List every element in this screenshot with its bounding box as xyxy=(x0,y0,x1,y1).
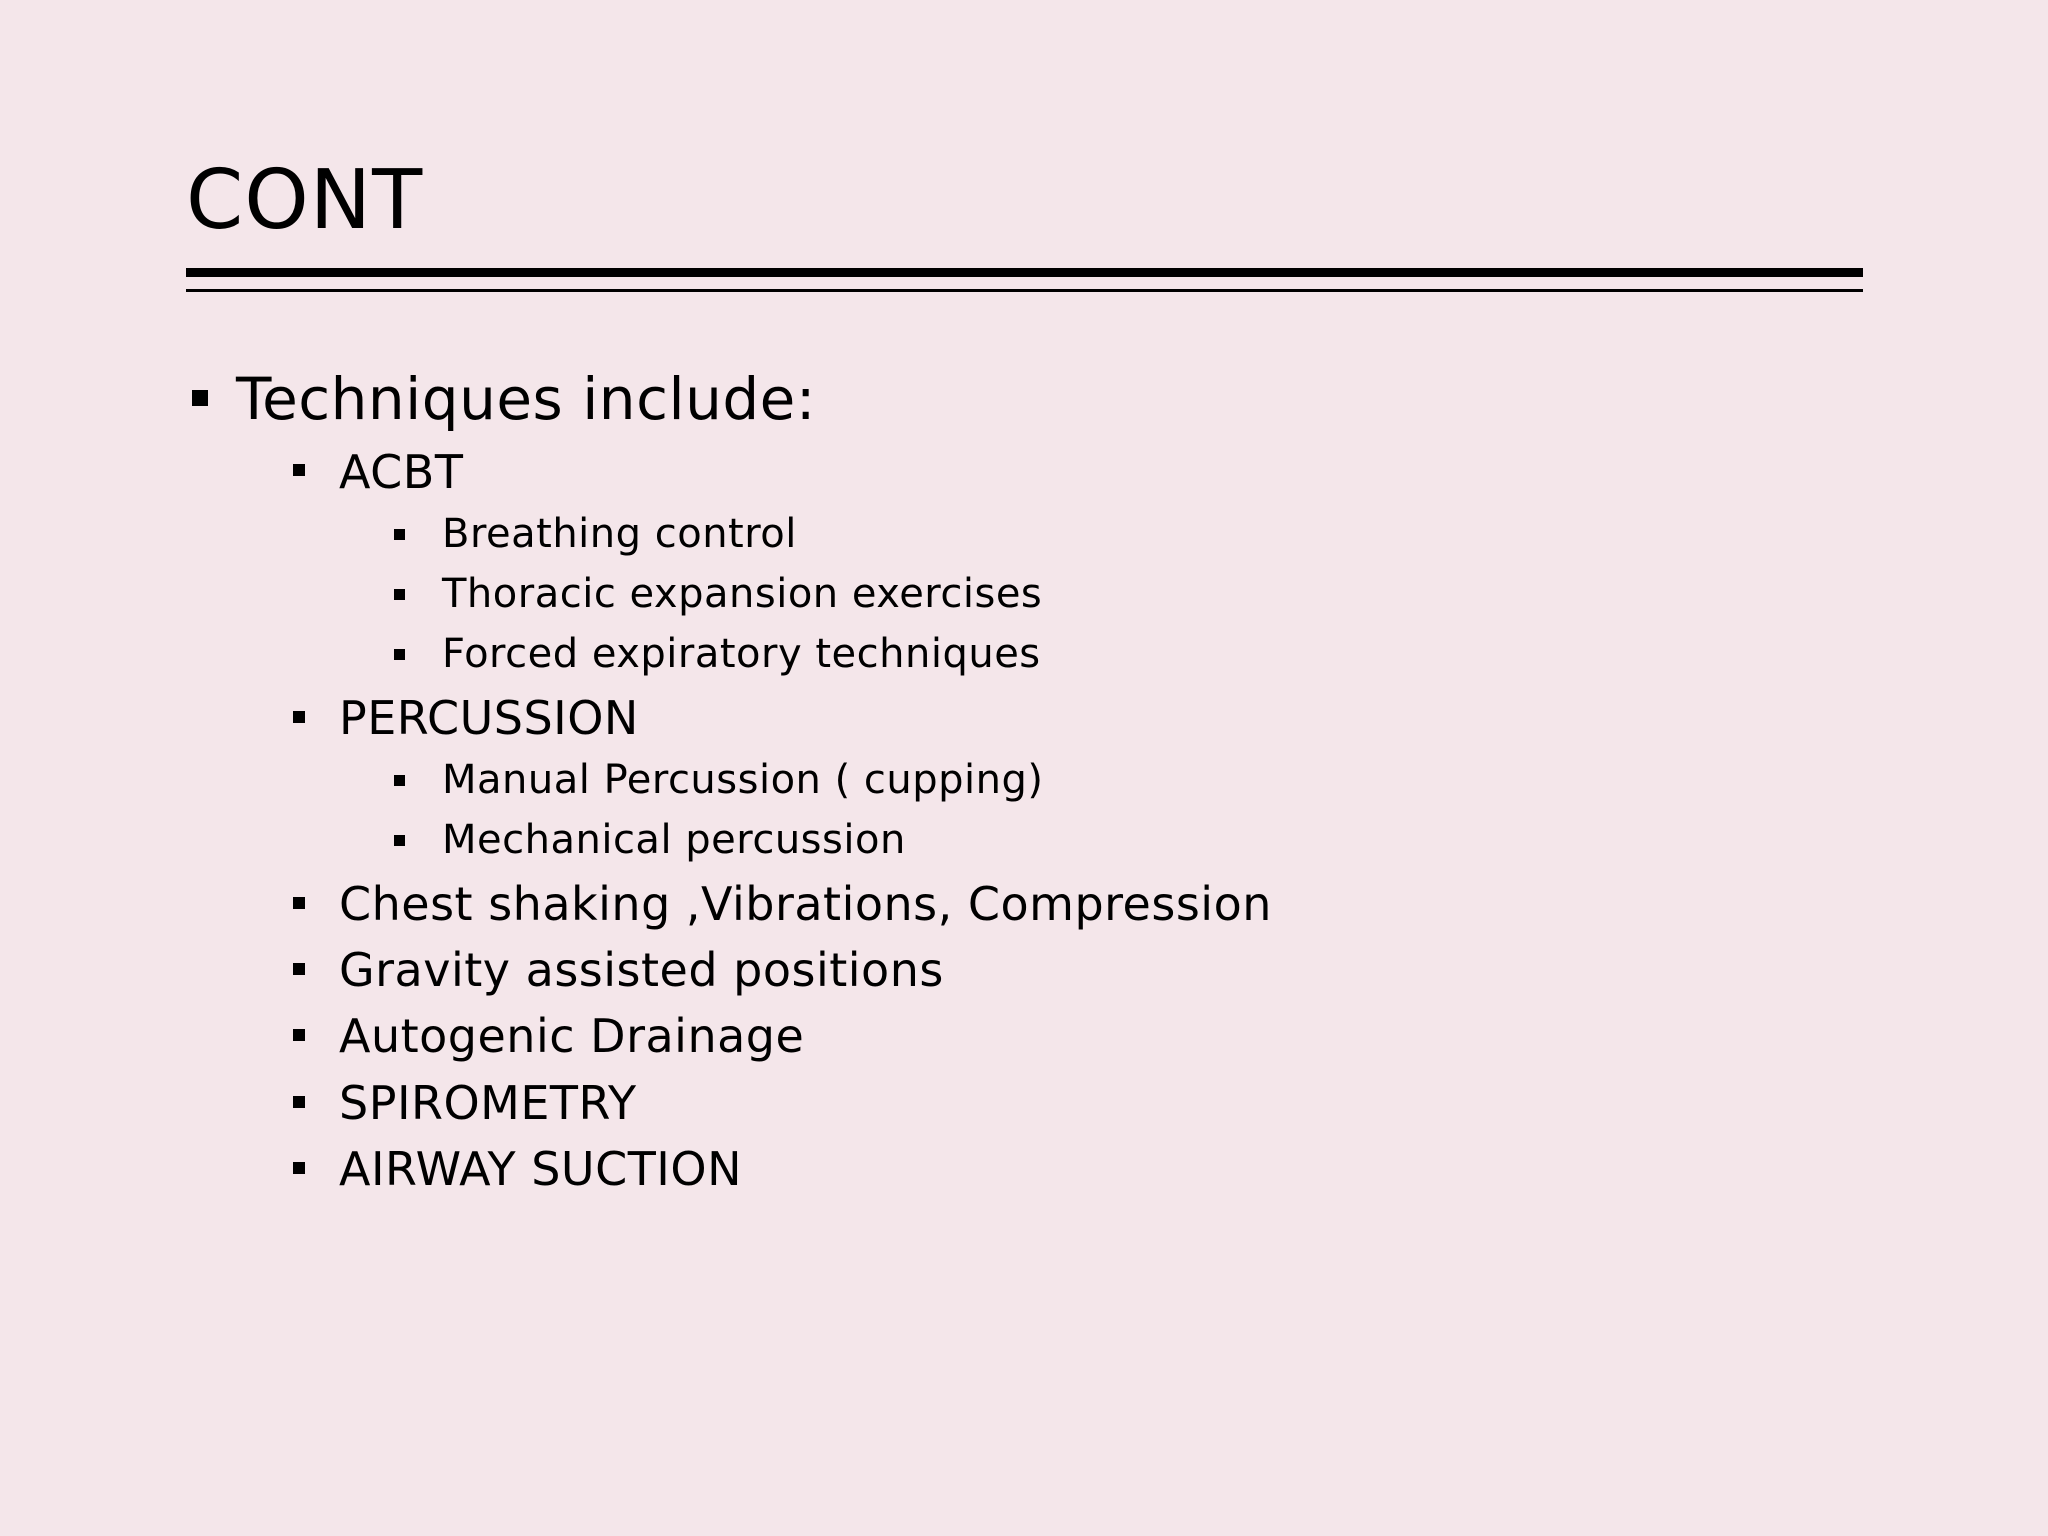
square-bullet-icon xyxy=(394,835,405,846)
square-bullet-icon xyxy=(293,464,305,476)
list-item-label: ACBT xyxy=(339,445,464,499)
title-rule-thick xyxy=(186,268,1863,277)
list-item-label: Techniques include: xyxy=(236,365,816,433)
square-bullet-icon xyxy=(293,963,305,975)
list-item-label: PERCUSSION xyxy=(339,691,639,745)
square-bullet-icon xyxy=(293,1162,305,1174)
list-item-label: AIRWAY SUCTION xyxy=(339,1142,742,1196)
square-bullet-icon xyxy=(394,529,405,540)
square-bullet-icon xyxy=(293,897,305,909)
title-rule-thin xyxy=(186,289,1863,292)
list-item-label: SPIROMETRY xyxy=(339,1076,637,1130)
list-item-label: Thoracic expansion exercises xyxy=(442,571,1043,617)
list-item-label: Chest shaking ,Vibrations, Compression xyxy=(339,877,1272,931)
list-item-label: Manual Percussion ( cupping) xyxy=(442,757,1044,803)
list-item-label: Gravity assisted positions xyxy=(339,943,944,997)
square-bullet-icon xyxy=(394,589,405,600)
list-item-label: Autogenic Drainage xyxy=(339,1009,805,1063)
square-bullet-icon xyxy=(293,711,305,723)
square-bullet-icon xyxy=(192,390,208,406)
square-bullet-icon xyxy=(394,649,405,660)
list-item-label: Breathing control xyxy=(442,511,797,557)
square-bullet-icon xyxy=(293,1029,305,1041)
square-bullet-icon xyxy=(394,775,405,786)
slide-title: CONT xyxy=(186,153,424,248)
list-item-label: Mechanical percussion xyxy=(442,817,906,863)
square-bullet-icon xyxy=(293,1096,305,1108)
list-item-label: Forced expiratory techniques xyxy=(442,631,1041,677)
